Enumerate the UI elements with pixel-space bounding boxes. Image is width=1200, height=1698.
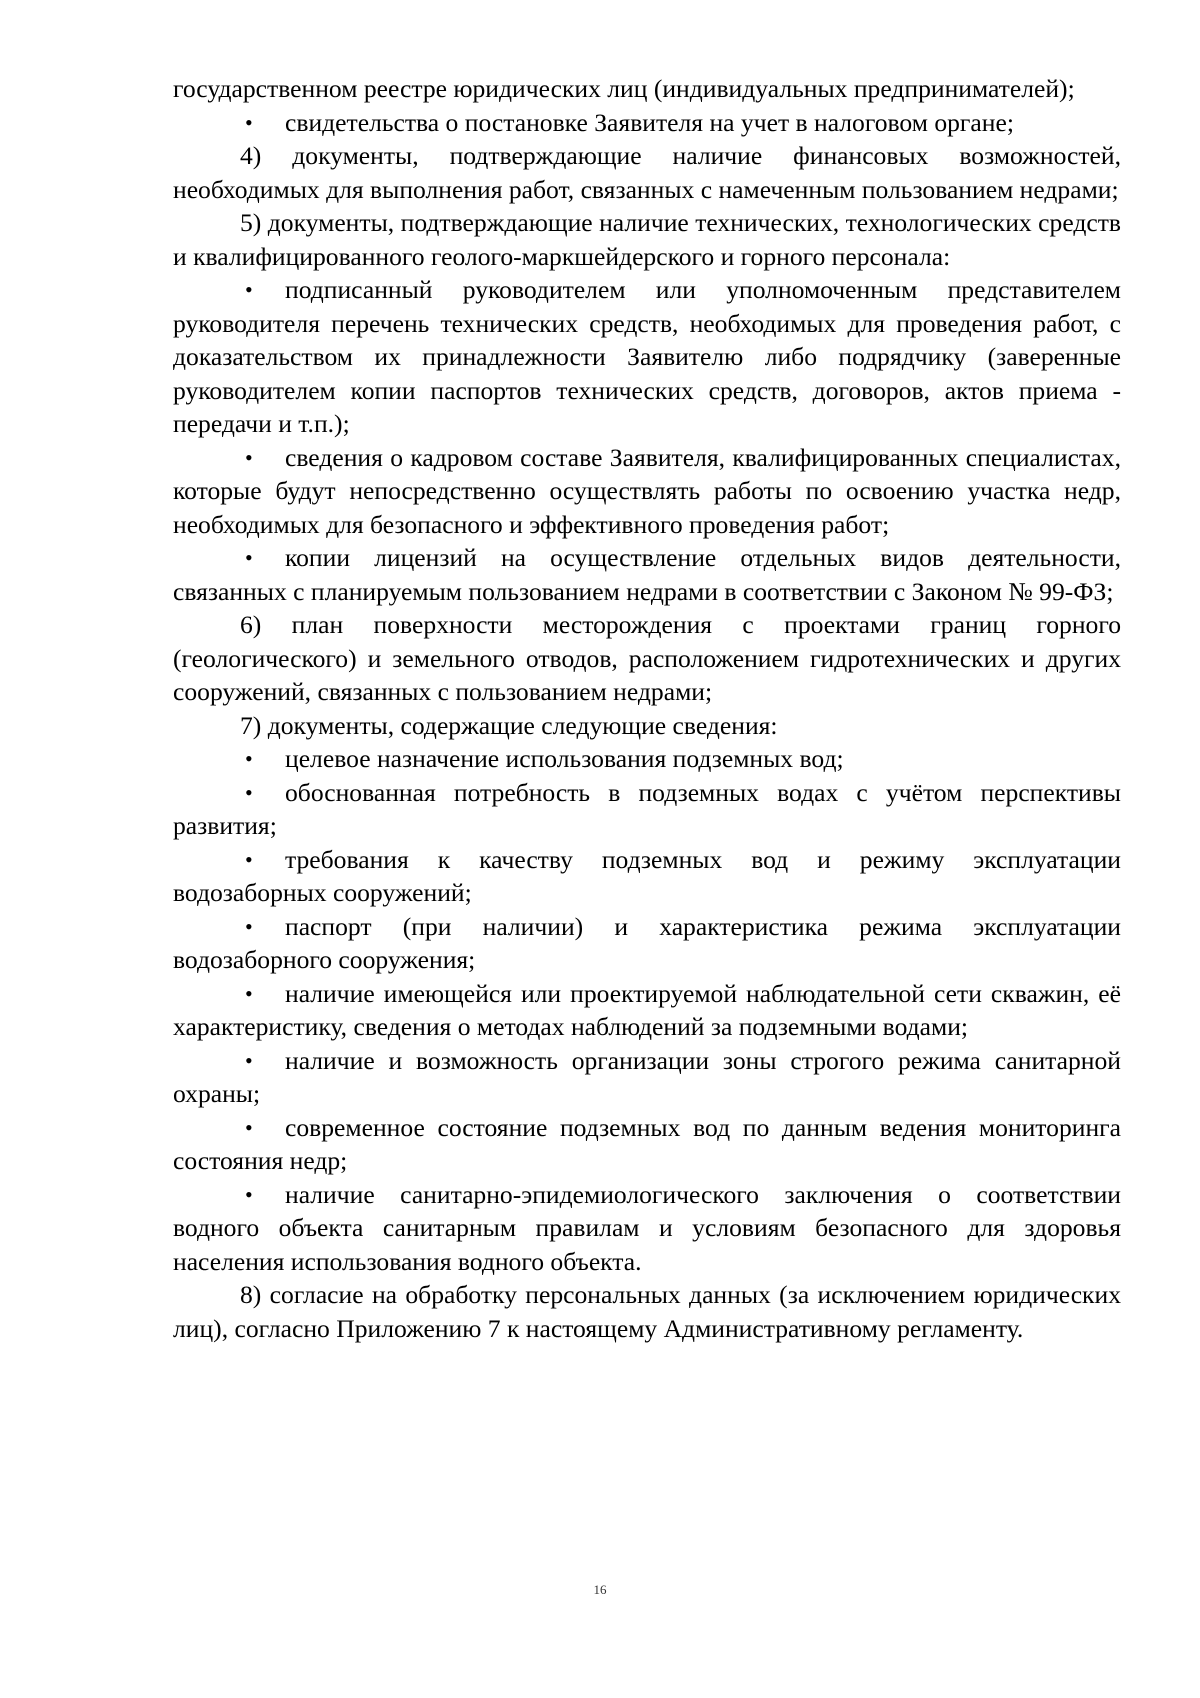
list-item [173, 273, 1121, 441]
list-item [173, 441, 1121, 542]
paragraph-item-4: 4) документы, подтверждающие наличие финансовых возможностей, необходимых для выполнения работ, связанных с намеченным пользованием недрами; [173, 141, 1121, 204]
list-item-text: наличие и возможность организации зоны строгого режима санитарной охраны; [173, 1045, 1121, 1108]
bullet-icon: • [245, 746, 253, 771]
list-item [173, 1044, 1121, 1111]
page-number: 16 [593, 1582, 607, 1597]
bullet-icon: • [245, 913, 253, 939]
list-item-text: наличие санитарно-эпидемиологического заключения о соответствии водного объекта санитарным правилам и условиям безопасного для здоровья населения использования водного объекта. [173, 1179, 1121, 1276]
bullet-icon: • [245, 779, 253, 805]
bullet-icon: • [245, 444, 253, 470]
list-item [173, 843, 1121, 910]
list-item [173, 977, 1121, 1044]
paragraph-item-7: 7) документы, содержащие следующие сведения: [240, 710, 778, 740]
bullet-icon: • [245, 1114, 253, 1140]
bullet-icon: • [245, 109, 253, 135]
paragraph-item-8: 8) согласие на обработку персональных данных (за исключением юридических лиц), согласно Приложению 7 к настоящему Административному регламенту. [173, 1280, 1121, 1343]
bullet-icon: • [245, 545, 253, 570]
list-item [173, 910, 1121, 977]
list-item-text: обоснованная потребность в подземных водах с учётом перспективы развития; [173, 777, 1121, 840]
document-body [173, 72, 1121, 1345]
bullet-icon: • [245, 980, 253, 1006]
paragraph-registry-continuation: государственном реестре юридических лиц (индивидуальных предпринимателей); [173, 74, 1075, 103]
list-item-text: паспорт (при наличии) и характеристика режима эксплуатации водозаборного сооружения; [173, 911, 1121, 974]
list-item-text: современное состояние подземных вод по данным ведения мониторинга состояния недр; [173, 1112, 1121, 1175]
paragraph-item-6: 6) план поверхности месторождения с проектами границ горного (геологического) и земельного отводов, расположением гидротехнических и других сооружений, связанных с пользованием недрами; [173, 610, 1121, 706]
list-item [173, 1111, 1121, 1178]
list-item [173, 776, 1121, 843]
list-item-text: требования к качеству подземных вод и режиму эксплуатации водозаборных сооружений; [173, 844, 1121, 907]
list-item [173, 1178, 1121, 1279]
list-item-text: копии лицензий на осуществление отдельных видов деятельности, связанных с планируемым пользованием недрами в соответствии с Законом № 99-ФЗ; [173, 543, 1121, 606]
list-item [173, 742, 1121, 776]
bullet-icon: • [245, 846, 253, 872]
list-item-text: свидетельства о постановке Заявителя на учет в налоговом органе; [285, 107, 1014, 137]
bullet-icon: • [245, 1047, 253, 1073]
list-item-text: сведения о кадровом составе Заявителя, квалифицированных специалистах, которые будут непосредственно осуществлять работы по освоению участка недр, необходимых для безопасного и эффективного проведения работ; [173, 442, 1121, 539]
bullet-icon: • [245, 1181, 253, 1207]
list-item-text: подписанный руководителем или уполномоченным представителем руководителя перечень технических средств, необходимых для проведения работ, с доказательством их принадлежности Заявителю либо подрядчику (заверенные руководителем копии паспортов технических средств, договоров, актов приема - передачи и т.п.); [173, 275, 1121, 438]
list-item-text: целевое назначение использования подземных вод; [285, 744, 844, 773]
list-item [173, 106, 1121, 140]
paragraph-item-5: 5) документы, подтверждающие наличие технических, технологических средств и квалифицированного геолого-маркшейдерского и горного персонала: [173, 208, 1121, 271]
list-item-text: наличие имеющейся или проектируемой наблюдательной сети скважин, её характеристику, сведения о методах наблюдений за подземными водами; [173, 978, 1121, 1041]
bullet-icon: • [245, 277, 253, 302]
list-item [173, 541, 1121, 608]
